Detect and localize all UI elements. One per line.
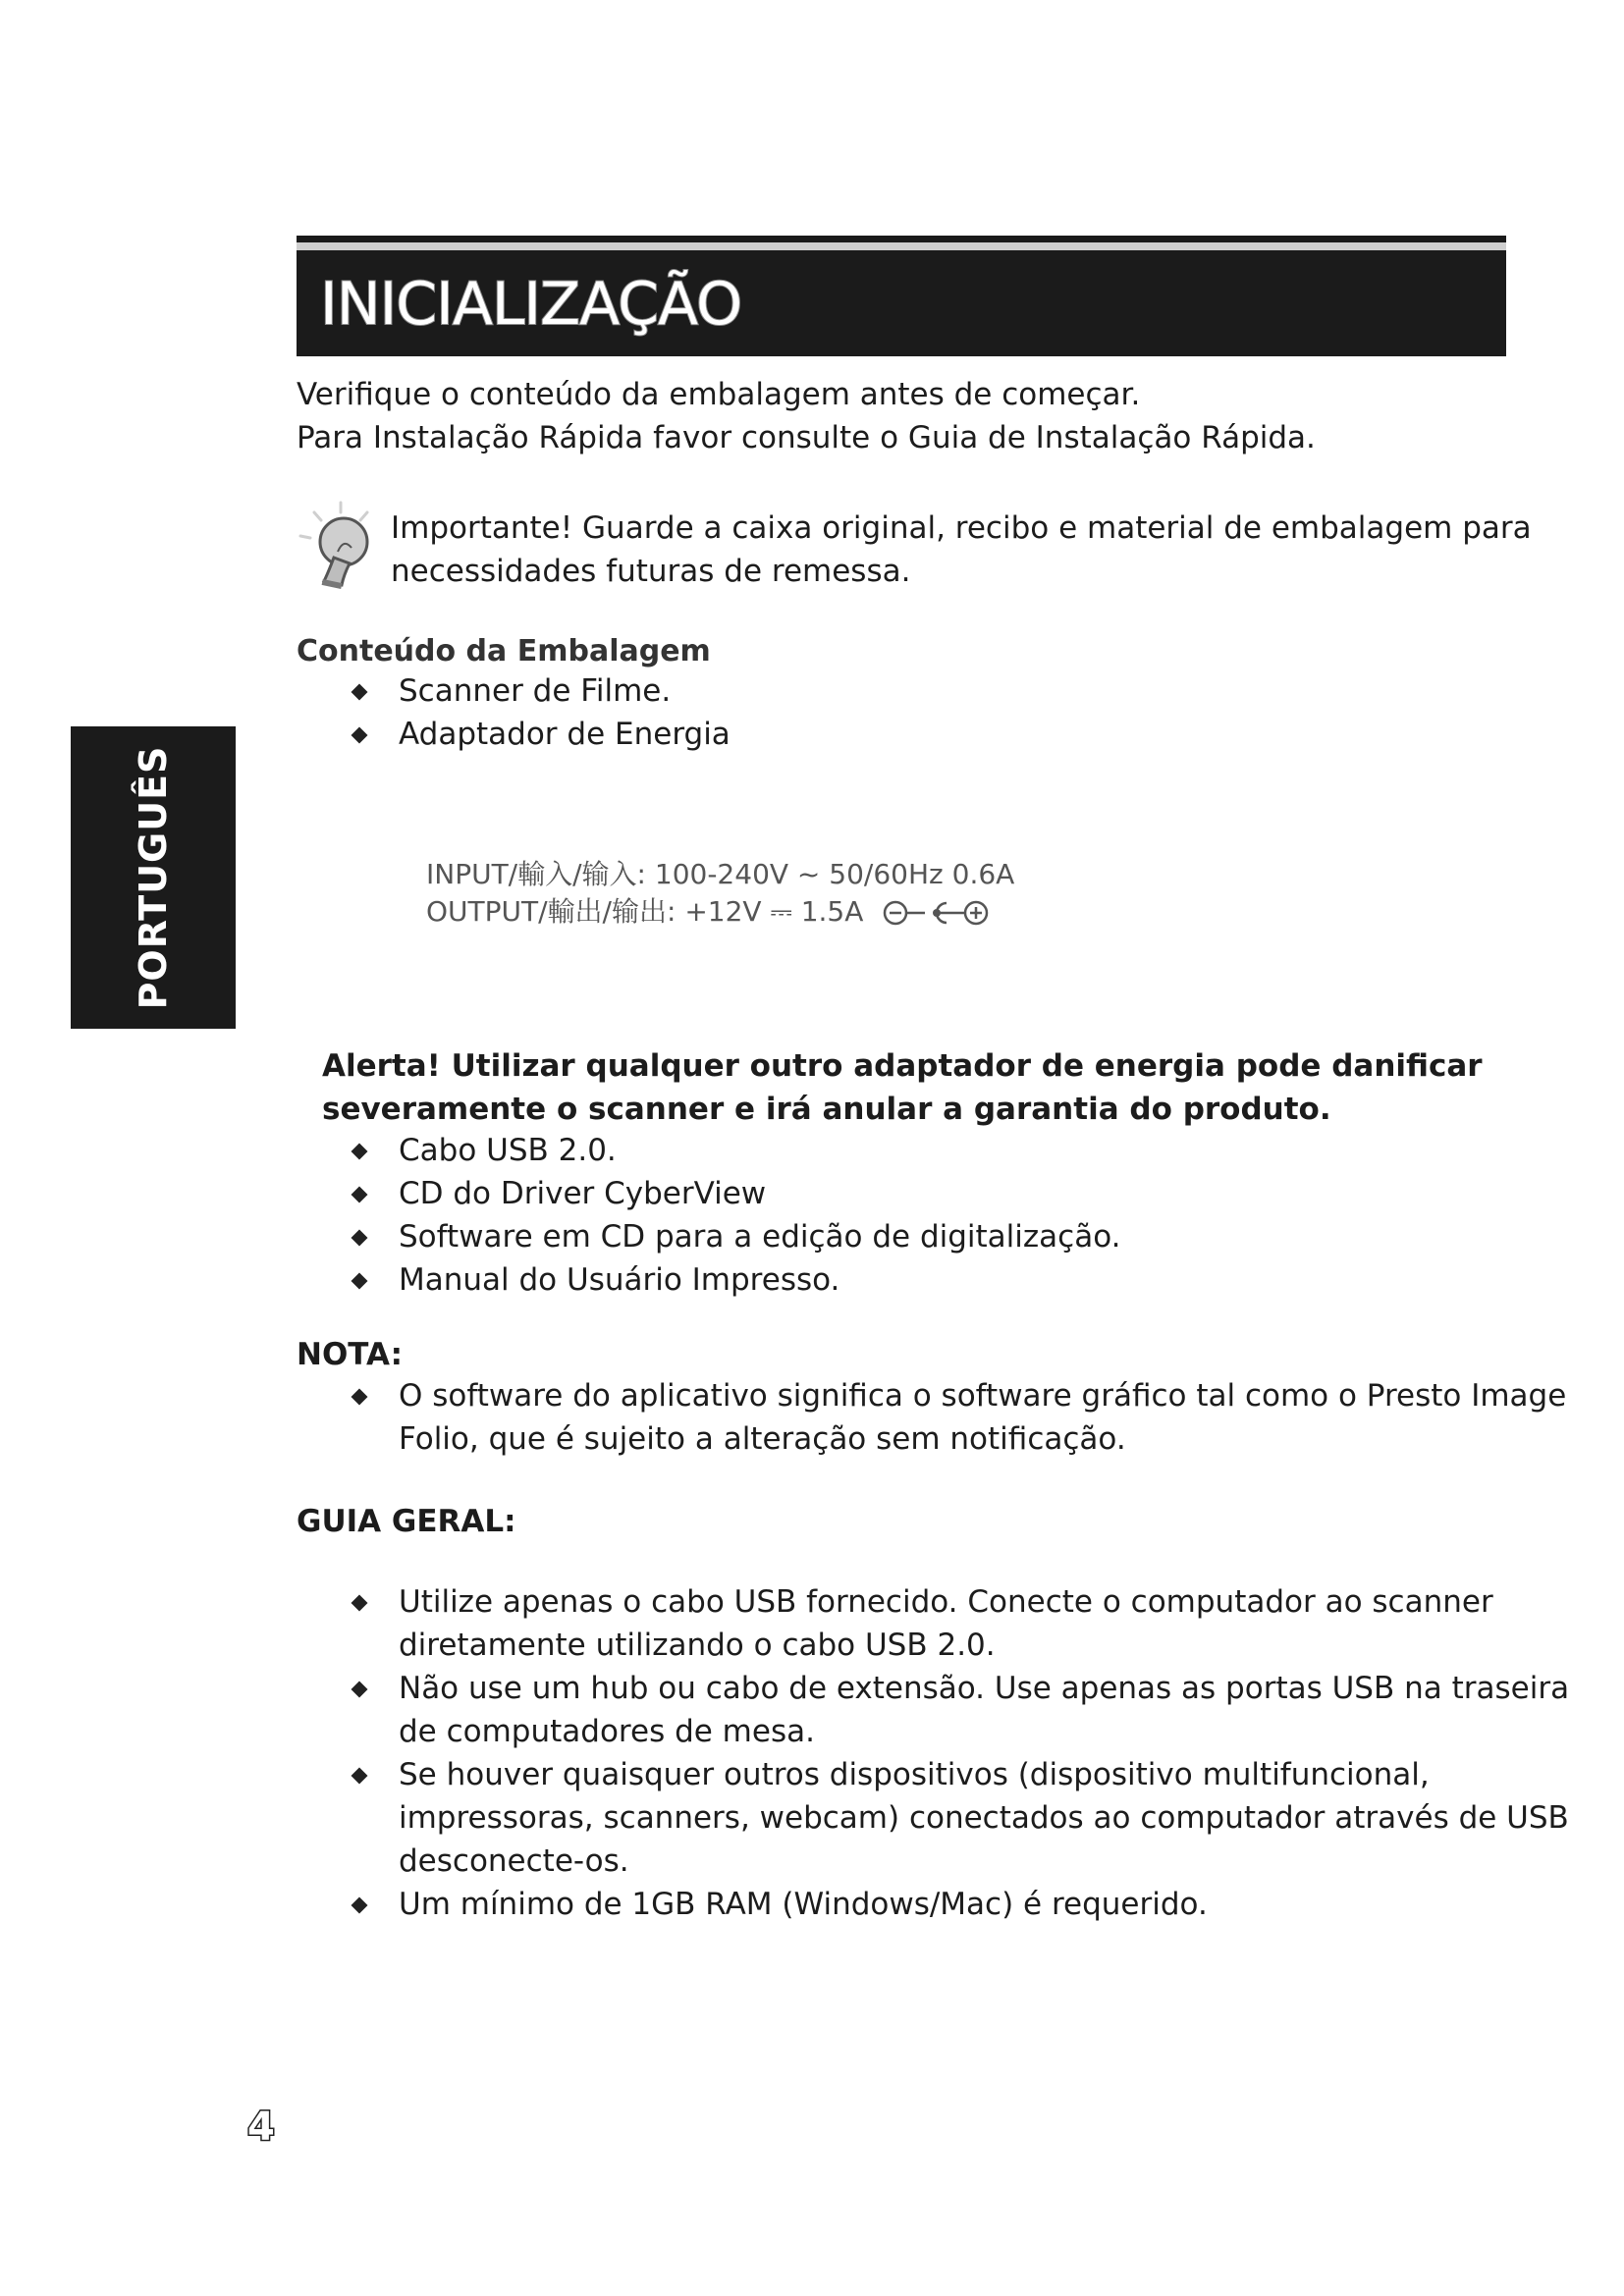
lightbulb-icon <box>295 499 387 591</box>
list-item: Um mínimo de 1GB RAM (Windows/Mac) é requerido. <box>353 1883 1569 1926</box>
bullet-diamond-icon <box>352 1897 368 1914</box>
power-output-line <box>426 893 1014 931</box>
language-side-tab-label: PORTUGUÊS <box>132 745 175 1010</box>
guide-heading: GUIA GERAL: <box>297 1504 516 1539</box>
intro-line-1: Verifique o conteúdo da embalagem antes de começar. <box>297 377 1141 412</box>
bullet-diamond-icon <box>352 1144 368 1160</box>
contents-list-a <box>353 669 731 756</box>
important-line-1: Importante! Guarde a caixa original, recibo e material de embalagem para <box>391 510 1532 546</box>
polarity-symbol-icon <box>882 898 990 928</box>
bullet-diamond-icon <box>352 1768 368 1785</box>
intro-line-2: Para Instalação Rápida favor consulte o Guia de Instalação Rápida. <box>297 420 1316 455</box>
alert-line-2: severamente o scanner e irá anular a garantia do produto. <box>322 1092 1331 1127</box>
power-rating-label <box>426 856 1014 931</box>
bullet-diamond-icon <box>352 684 368 701</box>
bullet-diamond-icon <box>352 1230 368 1247</box>
alert-line-1: Alerta! Utilizar qualquer outro adaptador de energia pode danificar <box>322 1048 1483 1084</box>
bullet-diamond-icon <box>352 1187 368 1203</box>
list-item: Utilize apenas o cabo USB fornecido. Conecte o computador ao scanner <box>353 1580 1569 1624</box>
bullet-diamond-icon <box>352 1389 368 1406</box>
language-side-tab <box>71 726 236 1029</box>
power-output-rating: OUTPUT/輸出/输出: +12V ⎓ 1.5A <box>426 895 864 928</box>
list-item-continuation: de computadores de mesa. <box>399 1714 815 1749</box>
contents-list-b <box>353 1129 1121 1302</box>
bullet-diamond-icon <box>352 1273 368 1290</box>
list-item: Adaptador de Energia <box>353 713 731 756</box>
bullet-diamond-icon <box>352 1595 368 1612</box>
list-item: Se houver quaisquer outros dispositivos (dispositivo multifuncional, <box>353 1753 1569 1796</box>
list-item: O software do aplicativo significa o software gráfico tal como o Presto Image <box>353 1374 1566 1417</box>
bullet-diamond-icon <box>352 727 368 744</box>
page-number: 4 <box>247 2105 275 2150</box>
list-item-continuation: Folio, que é sujeito a alteração sem notificação. <box>399 1421 1126 1457</box>
list-item-continuation: diretamente utilizando o cabo USB 2.0. <box>399 1628 996 1663</box>
list-item: Scanner de Filme. <box>353 669 731 713</box>
list-item: Não use um hub ou cabo de extensão. Use apenas as portas USB na traseira <box>353 1667 1569 1710</box>
note-heading: NOTA: <box>297 1337 404 1372</box>
list-item: Manual do Usuário Impresso. <box>353 1258 1121 1302</box>
note-list <box>353 1374 1566 1461</box>
guide-list <box>353 1580 1569 1926</box>
title-rule-gap <box>297 242 1506 250</box>
bullet-diamond-icon <box>352 1682 368 1698</box>
important-line-2: necessidades futuras de remessa. <box>391 554 911 589</box>
title-top-rule <box>297 236 1506 242</box>
list-item-continuation: impressoras, scanners, webcam) conectados ao computador através de USB <box>399 1800 1569 1836</box>
list-item-continuation: desconecte-os. <box>399 1843 629 1879</box>
power-input-rating: INPUT/輸入/输入: 100-240V ~ 50/60Hz 0.6A <box>426 858 1015 890</box>
page-title: INICIALIZAÇÃO <box>320 270 742 339</box>
list-item: Cabo USB 2.0. <box>353 1129 1121 1172</box>
list-item: Software em CD para a edição de digitalização. <box>353 1215 1121 1258</box>
contents-heading: Conteúdo da Embalagem <box>297 634 711 668</box>
title-bar <box>297 236 1506 356</box>
list-item: CD do Driver CyberView <box>353 1172 1121 1215</box>
